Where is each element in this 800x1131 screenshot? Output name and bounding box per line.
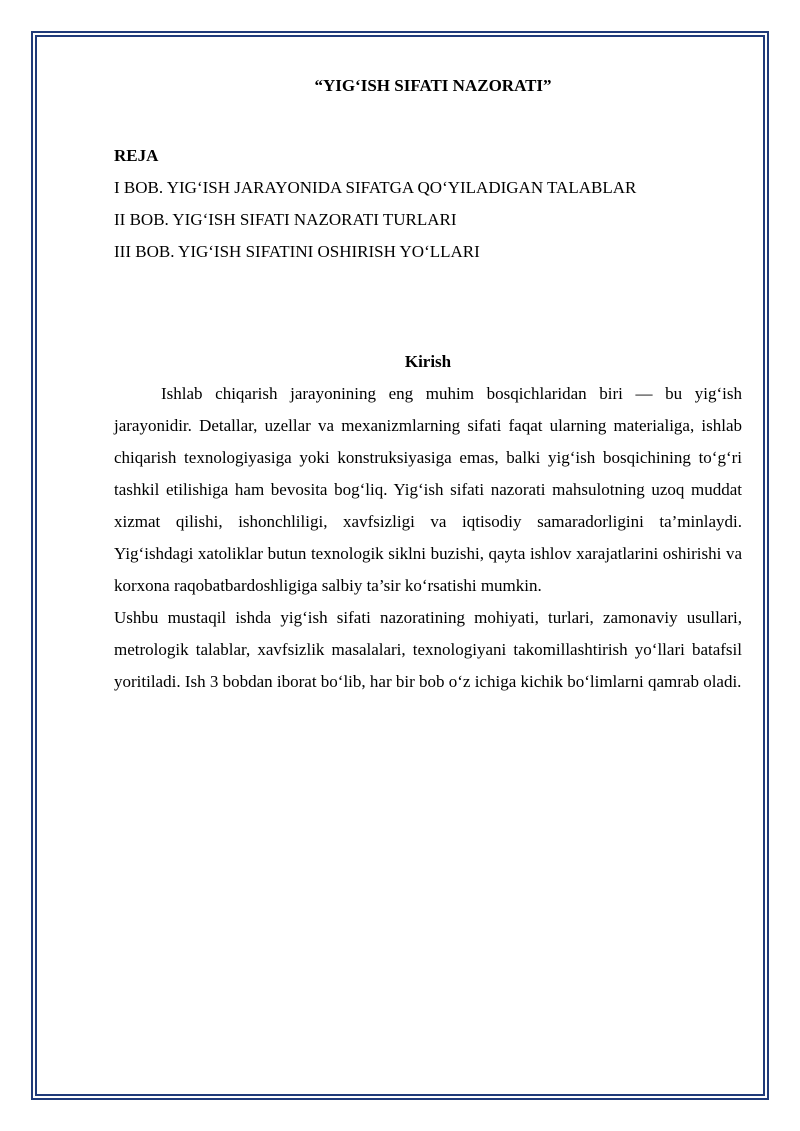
introduction-heading: Kirish [404,352,452,371]
plan-heading: REJA [114,146,159,165]
plan-section [114,140,742,268]
introduction-paragraph-2: Ushbu mustaqil ishda yig‘ish sifati nazoratining mohiyati, turlari, zamonaviy usullari, metrologik talablar, xavfsizlik masalalari, texnologiyani takomillashtirish yo‘llari batafsil yoritiladi. Ish 3 bobdan iborat bo‘lib, har bir bob o‘z ichiga kichik bo‘limlarni qamrab oladi. [114,608,742,691]
introduction-section [114,346,742,698]
introduction-paragraph-1: Ishlab chiqarish jarayonining eng muhim bosqichlaridan biri — bu yig‘ish jarayonidir. Detallar, uzellar va mexanizmlarning sifati faqat ularning materialiga, ishlab chiqarish texnologiyasiga yoki konstruksiyasiga emas, balki yig‘ish bosqichining to‘g‘ri tashkil etilishiga ham bevosita bog‘liq. Yig‘ish sifati nazorati mahsulotning uzoq muddat xizmat qilishi, ishonchliligi, xavfsizligi va iqtisodiy samaradorligini ta’minlaydi. Yig‘ishdagi xatoliklar butun texnologik siklni buzishi, qayta ishlov xarajatlarini oshirishi va korxona raqobatbardoshligiga salbiy ta’sir ko‘rsatishi mumkin. [114,384,742,595]
plan-item-2: II BOB. YIG‘ISH SIFATI NAZORATI TURLARI [114,210,457,229]
plan-item-3: III BOB. YIG‘ISH SIFATINI OSHIRISH YO‘LLARI [114,242,480,261]
document-title: “YIG‘ISH SIFATI NAZORATI” [314,76,552,95]
document-body [114,70,742,698]
plan-item-1: I BOB. YIG‘ISH JARAYONIDA SIFATGA QO‘YILADIGAN TALABLAR [114,178,637,197]
